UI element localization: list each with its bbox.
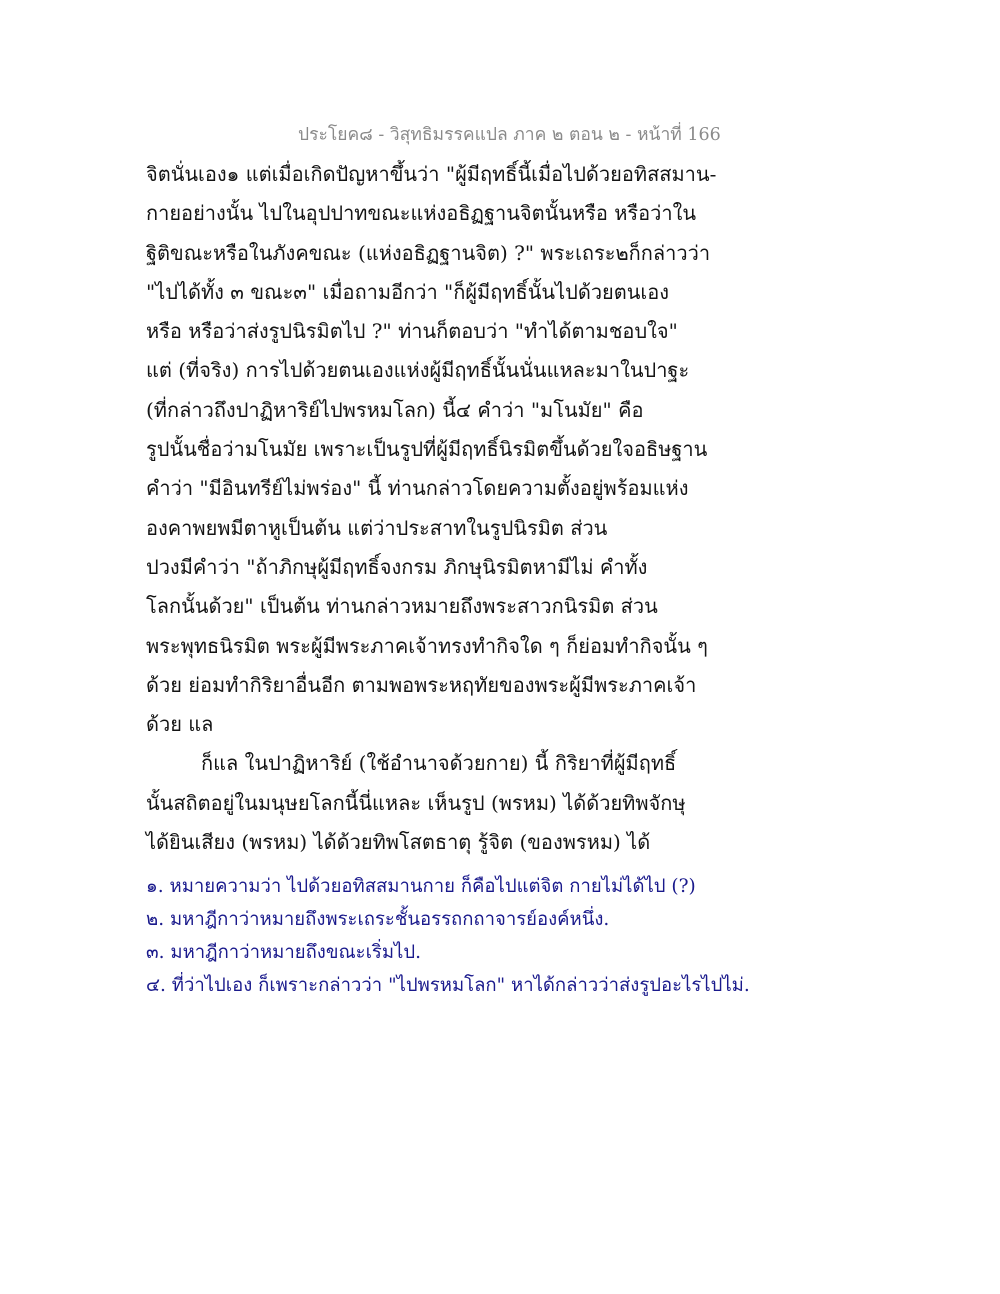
body-line: แต่ (ที่จริง) การไปด้วยตนเองแห่งผู้มีฤทธิ์นั้นนั่นแหละมาในปาฐะ (146, 358, 690, 383)
paragraph-first-line: ก็แล ในปาฏิหาริย์ (ใช้อำนาจด้วยกาย) นี้ กิริยาที่ผู้มีฤทธิ์ (201, 751, 677, 776)
body-line: โลกนั้นด้วย" เป็นต้น ท่านกล่าวหมายถึงพระสาวกนิรมิต ส่วน (146, 594, 658, 619)
footnote-3: ๓. มหาฎีกาว่าหมายถึงขณะเริ่มไป. (146, 942, 421, 963)
footnote-2: ๒. มหาฎีกาว่าหมายถึงพระเถระชั้นอรรถกถาจารย์องค์หนึ่ง. (146, 909, 610, 930)
body-line: ด้วย ย่อมทำกิริยาอื่นอีก ตามพอพระหฤทัยของพระผู้มีพระภาคเจ้า (146, 672, 697, 697)
body-line: (ที่กล่าวถึงปาฏิหาริย์ไปพรหมโลก) นี้๔ คำว่า "มโนมัย" คือ (146, 397, 644, 422)
body-line: ฐิติขณะหรือในภังคขณะ (แห่งอธิฏฐานจิต) ?" พระเถระ๒ก็กล่าวว่า (146, 240, 711, 265)
body-line: หรือ หรือว่าส่งรูปนิรมิตไป ?" ท่านก็ตอบว่า "ทำได้ตามชอบใจ" (146, 319, 678, 344)
footnote-4: ๔. ที่ว่าไปเอง ก็เพราะกล่าวว่า "ไปพรหมโลก" หาได้กล่าวว่าส่งรูปอะไรไปไม่. (146, 975, 750, 996)
body-line: รูปนั้นชื่อว่ามโนมัย เพราะเป็นรูปที่ผู้มีฤทธิ์นิรมิตขึ้นด้วยใจอธิษฐาน (146, 437, 708, 462)
body-text (146, 155, 726, 862)
body-line: ด้วย แล (146, 712, 214, 737)
footnote-1: ๑. หมายความว่า ไปด้วยอทิสสมานกาย ก็คือไปแต่จิต กายไม่ได้ไป (?) (146, 876, 696, 897)
footnotes (146, 870, 750, 1002)
body-line: "ไปได้ทั้ง ๓ ขณะ๓" เมื่อถามอีกว่า "ก็ผู้มีฤทธิ์นั้นไปด้วยตนเอง (146, 279, 670, 304)
body-line: คำว่า "มีอินทรีย์ไม่พร่อง" นี้ ท่านกล่าวโดยความตั้งอยู่พร้อมแห่ง (146, 476, 689, 501)
body-line: ปวงมีคำว่า "ถ้าภิกษุผู้มีฤทธิ์จงกรม ภิกษุนิรมิตหามีไม่ คำทั้ง (146, 554, 648, 579)
body-line: กายอย่างนั้น ไปในอุปปาทขณะแห่งอธิฏฐานจิตนั้นหรือ หรือว่าใน (146, 201, 697, 226)
body-line: นั้นสถิตอยู่ในมนุษยโลกนี้นี่แหละ เห็นรูป (พรหม) ได้ด้วยทิพจักษุ (146, 790, 686, 815)
body-line: ได้ยินเสียง (พรหม) ได้ด้วยทิพโสตธาตุ รู้จิต (ของพรหม) ได้ (146, 830, 651, 855)
running-header: ประโยค๘ - วิสุทธิมรรคแปล ภาค ๒ ตอน ๒ - หน้าที่ 166 (298, 125, 721, 145)
body-line: จิตนั่นเอง๑ แต่เมื่อเกิดปัญหาขึ้นว่า "ผู้มีฤทธิ์นี้เมื่อไปด้วยอทิสสมาน- (146, 162, 717, 186)
body-line: พระพุทธนิรมิต พระผู้มีพระภาคเจ้าทรงทำกิจใด ๆ ก็ย่อมทำกิจนั้น ๆ (146, 633, 708, 658)
body-line: องคาพยพมีตาหูเป็นต้น แต่ว่าประสาทในรูปนิรมิต ส่วน (146, 515, 608, 540)
